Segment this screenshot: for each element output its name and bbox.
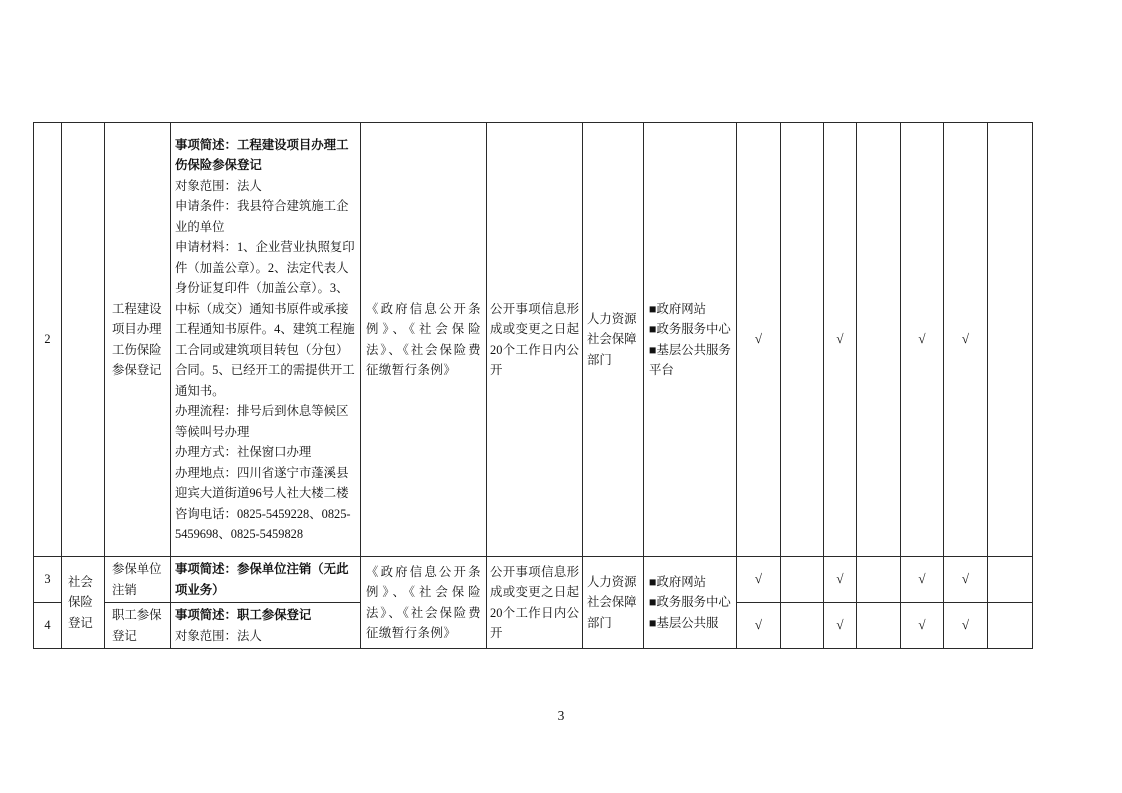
- check-mark-cell: √: [737, 603, 781, 649]
- info-disclosure-table: [33, 122, 1033, 649]
- check-mark-cell: [857, 123, 901, 557]
- check-mark-cell: [988, 603, 1033, 649]
- check-mark-cell: √: [944, 557, 988, 603]
- category-cell-empty: [62, 123, 105, 557]
- check-mark-cell: [781, 603, 824, 649]
- table-row: [34, 123, 1033, 557]
- check-mark-cell: √: [824, 123, 857, 557]
- item-name-cell: 参保单位注销: [105, 557, 171, 603]
- channels-cell: [644, 557, 737, 649]
- check-mark-cell: [988, 123, 1033, 557]
- detail-process: 办理流程：排号后到休息等候区等候叫号办理: [175, 404, 349, 439]
- detail-location: 办理地点：四川省遂宁市蓬溪县迎宾大道街道96号人社大楼二楼: [175, 465, 349, 500]
- seq-cell: 3: [34, 557, 62, 603]
- legal-basis-cell: 《政府信息公开条例》、《社会保险法》、《社会保险费征缴暂行条例》: [361, 557, 487, 649]
- channel-service-center: ■政务服务中心: [649, 595, 731, 610]
- check-mark-cell: [857, 557, 901, 603]
- details-cell: [171, 123, 361, 557]
- check-mark-cell: √: [944, 123, 988, 557]
- detail-materials: 申请材料：1、企业营业执照复印件（加盖公章）。2、法定代表人身份证复印件（加盖公章）。3、中标（成交）通知书原件或承接工程通知书原件。4、建筑工程施工合同或建筑项目转包（分包）合同。5、已经开工的需提供开工通知书。: [175, 240, 355, 398]
- detail-phone: 咨询电话：0825-5459228、0825-5459698、0825-5459828: [175, 506, 351, 541]
- detail-scope: 对象范围：法人: [175, 628, 262, 643]
- detail-scope: 对象范围：法人: [175, 178, 262, 193]
- channel-public-platform: ■基层公共服: [649, 615, 719, 630]
- detail-summary: 事项简述：职工参保登记: [175, 608, 312, 622]
- channel-gov-website: ■政府网站: [649, 301, 707, 316]
- details-cell: [171, 557, 361, 603]
- check-mark-cell: √: [944, 603, 988, 649]
- check-mark-cell: [988, 557, 1033, 603]
- channel-service-center: ■政务服务中心: [649, 322, 731, 336]
- check-mark-cell: √: [901, 123, 944, 557]
- table-row: [34, 557, 1033, 603]
- item-name-cell: 工程建设项目办理工伤保险参保登记: [105, 123, 171, 557]
- check-mark-cell: √: [824, 603, 857, 649]
- seq-cell: 2: [34, 123, 62, 557]
- legal-basis-cell: 《政府信息公开条例》、《社会保险法》、《社会保险费征缴暂行条例》: [361, 123, 487, 557]
- detail-method: 办理方式：社保窗口办理: [175, 445, 312, 459]
- page-number: 3: [557, 708, 565, 723]
- channel-public-platform: ■基层公共服务平台: [649, 342, 731, 377]
- item-name-cell: 职工参保登记: [105, 603, 171, 649]
- check-mark-cell: √: [737, 123, 781, 557]
- channels-cell: [644, 123, 737, 557]
- detail-conditions: 申请条件：我县符合建筑施工企业的单位: [175, 199, 349, 234]
- check-mark-cell: [857, 603, 901, 649]
- seq-cell: 4: [34, 603, 62, 649]
- detail-summary: 事项简述：工程建设项目办理工伤保险参保登记: [175, 137, 349, 172]
- details-cell: [171, 603, 361, 649]
- time-limit-cell: 公开事项信息形成或变更之日起20个工作日内公开: [487, 557, 583, 649]
- channel-gov-website: ■政府网站: [649, 574, 707, 589]
- check-mark-cell: [781, 123, 824, 557]
- department-cell: 人力资源社会保障部门: [583, 557, 644, 649]
- check-mark-cell: √: [824, 557, 857, 603]
- check-mark-cell: √: [901, 603, 944, 649]
- department-cell: 人力资源社会保障部门: [583, 123, 644, 557]
- category-cell: 社会保险登记: [62, 557, 105, 649]
- check-mark-cell: √: [737, 557, 781, 603]
- time-limit-cell: 公开事项信息形成或变更之日起20个工作日内公开: [487, 123, 583, 557]
- check-mark-cell: √: [901, 557, 944, 603]
- check-mark-cell: [781, 557, 824, 603]
- detail-summary: 事项简述：参保单位注销（无此项业务）: [175, 562, 349, 597]
